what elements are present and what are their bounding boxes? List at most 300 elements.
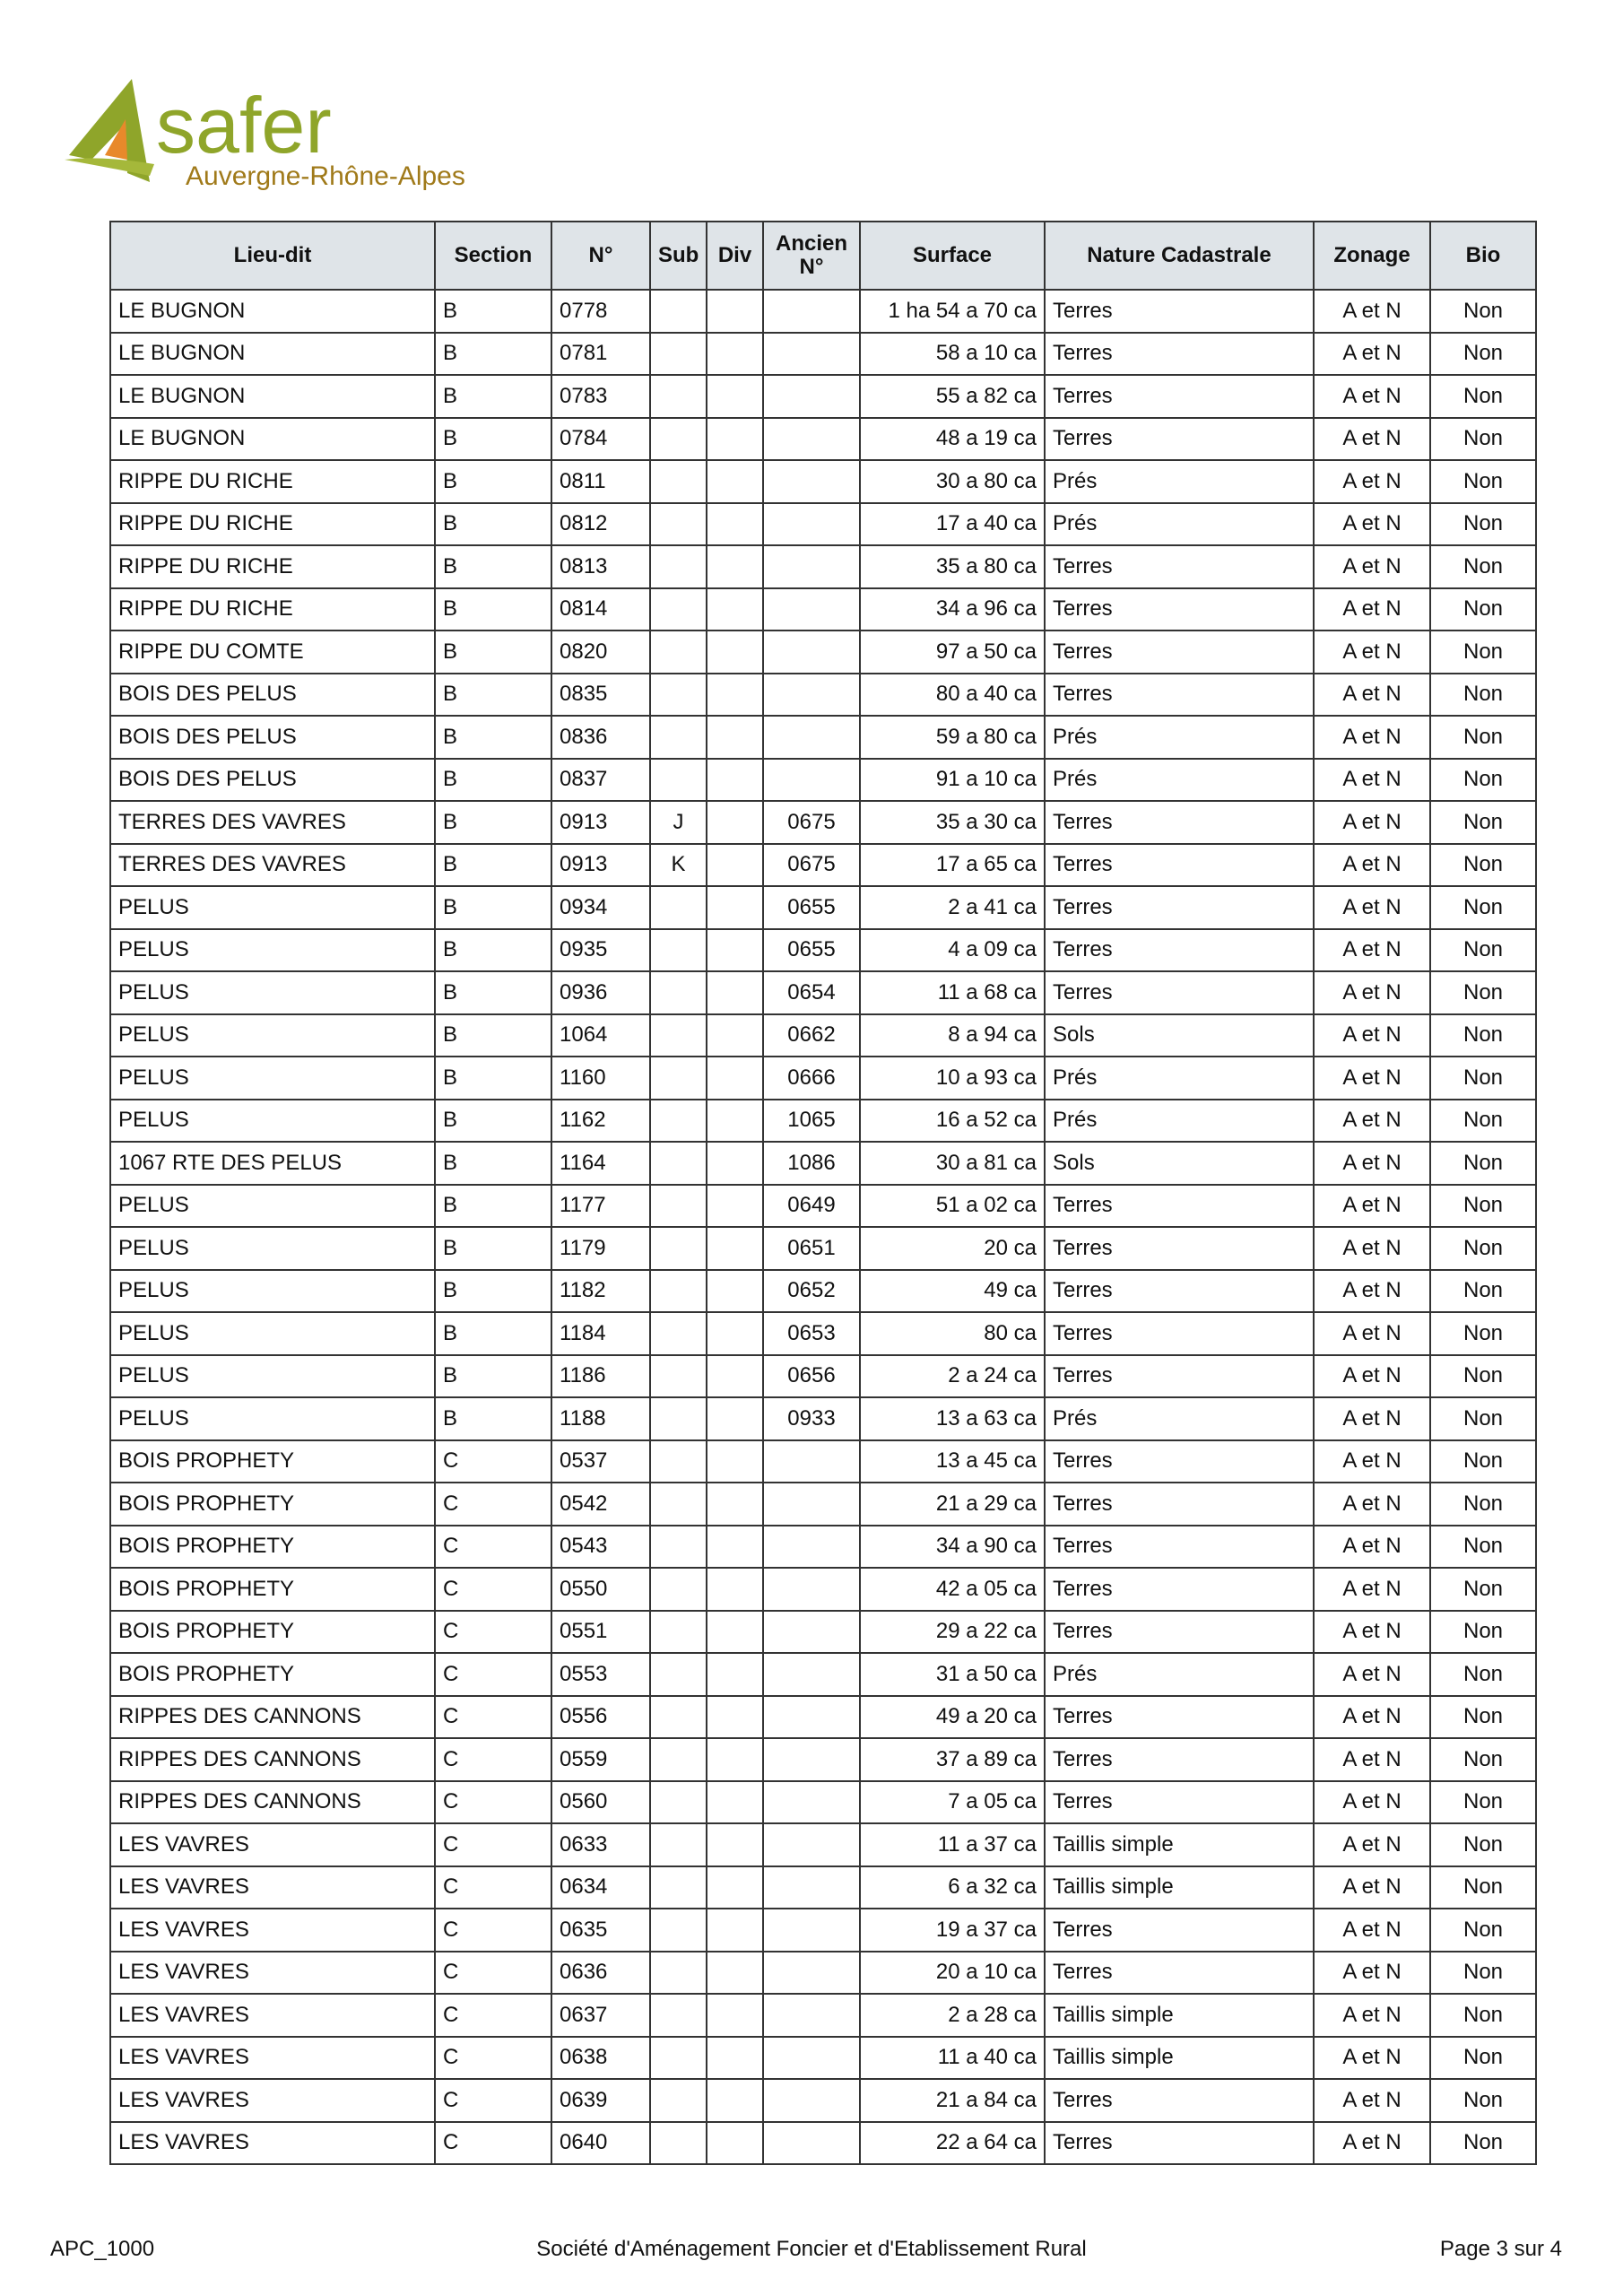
cell-div — [707, 1781, 763, 1824]
cell-div — [707, 716, 763, 759]
cell-surface: 91 a 10 ca — [860, 759, 1045, 802]
cell-nature-cadastrale: Terres — [1045, 2122, 1314, 2165]
cell-nature-cadastrale: Terres — [1045, 1440, 1314, 1483]
cell-numero: 0559 — [551, 1738, 650, 1781]
cell-div — [707, 1909, 763, 1952]
table-row — [110, 545, 1536, 588]
cell-zonage: A et N — [1314, 2079, 1430, 2122]
cell-numero: 0542 — [551, 1483, 650, 1526]
cell-div — [707, 1526, 763, 1569]
cell-sub — [650, 503, 707, 546]
cell-section: C — [435, 1611, 551, 1654]
cell-sub — [650, 1866, 707, 1909]
cell-ancien-numero: 0653 — [763, 1312, 860, 1355]
cell-zonage: A et N — [1314, 1696, 1430, 1739]
table-row — [110, 1823, 1536, 1866]
cell-section: B — [435, 1014, 551, 1057]
table-row — [110, 588, 1536, 631]
cell-numero: 1188 — [551, 1397, 650, 1440]
cell-sub — [650, 674, 707, 717]
cell-ancien-numero — [763, 418, 860, 461]
cell-section: B — [435, 418, 551, 461]
col-header-ancien-numero: Ancien N° — [763, 222, 860, 290]
cell-zonage: A et N — [1314, 1781, 1430, 1824]
cell-nature-cadastrale: Prés — [1045, 1100, 1314, 1143]
table-row — [110, 1142, 1536, 1185]
cell-lieu-dit: PELUS — [110, 971, 435, 1014]
cell-bio: Non — [1430, 2079, 1536, 2122]
cell-bio: Non — [1430, 1823, 1536, 1866]
logo-subtitle: Auvergne-Rhône-Alpes — [186, 161, 465, 191]
cell-zonage: A et N — [1314, 545, 1430, 588]
cell-lieu-dit: PELUS — [110, 1227, 435, 1270]
cell-section: C — [435, 2122, 551, 2165]
cell-numero: 1064 — [551, 1014, 650, 1057]
cell-div — [707, 971, 763, 1014]
cell-lieu-dit: LE BUGNON — [110, 333, 435, 376]
table-row — [110, 1568, 1536, 1611]
cell-surface: 2 a 41 ca — [860, 886, 1045, 929]
cell-zonage: A et N — [1314, 375, 1430, 418]
cell-ancien-numero — [763, 716, 860, 759]
cell-ancien-numero — [763, 588, 860, 631]
table-row — [110, 1057, 1536, 1100]
cell-section: C — [435, 1952, 551, 1995]
cell-nature-cadastrale: Terres — [1045, 674, 1314, 717]
cell-surface: 2 a 24 ca — [860, 1355, 1045, 1398]
cell-sub — [650, 1397, 707, 1440]
cell-surface: 30 a 80 ca — [860, 460, 1045, 503]
cell-ancien-numero — [763, 631, 860, 674]
table-row — [110, 1270, 1536, 1313]
table-body — [110, 290, 1536, 2164]
cell-section: B — [435, 759, 551, 802]
cell-div — [707, 1611, 763, 1654]
cell-nature-cadastrale: Terres — [1045, 971, 1314, 1014]
cell-bio: Non — [1430, 1781, 1536, 1824]
cell-bio: Non — [1430, 1142, 1536, 1185]
cell-bio: Non — [1430, 418, 1536, 461]
cell-sub — [650, 1057, 707, 1100]
col-header-bio: Bio — [1430, 222, 1536, 290]
cell-numero: 0639 — [551, 2079, 650, 2122]
table-row — [110, 716, 1536, 759]
cell-bio: Non — [1430, 1100, 1536, 1143]
cell-section: B — [435, 1185, 551, 1228]
cell-zonage: A et N — [1314, 588, 1430, 631]
cell-section: B — [435, 1142, 551, 1185]
cell-numero: 0934 — [551, 886, 650, 929]
cell-ancien-numero — [763, 290, 860, 333]
cell-nature-cadastrale: Prés — [1045, 460, 1314, 503]
cell-bio: Non — [1430, 801, 1536, 844]
cell-ancien-numero — [763, 503, 860, 546]
table-row — [110, 674, 1536, 717]
cell-ancien-numero: 0675 — [763, 844, 860, 887]
cell-section: B — [435, 545, 551, 588]
cell-sub: K — [650, 844, 707, 887]
cell-ancien-numero: 0654 — [763, 971, 860, 1014]
cell-section: C — [435, 1866, 551, 1909]
table-row — [110, 2037, 1536, 2080]
cell-surface: 17 a 65 ca — [860, 844, 1045, 887]
cell-numero: 0537 — [551, 1440, 650, 1483]
cell-ancien-numero — [763, 759, 860, 802]
cell-zonage: A et N — [1314, 1440, 1430, 1483]
cell-bio: Non — [1430, 886, 1536, 929]
cell-ancien-numero: 0666 — [763, 1057, 860, 1100]
cell-numero: 0835 — [551, 674, 650, 717]
cell-section: B — [435, 1355, 551, 1398]
cell-surface: 51 a 02 ca — [860, 1185, 1045, 1228]
cell-surface: 55 a 82 ca — [860, 375, 1045, 418]
cell-bio: Non — [1430, 1057, 1536, 1100]
table-row — [110, 1526, 1536, 1569]
cell-surface: 49 a 20 ca — [860, 1696, 1045, 1739]
cell-nature-cadastrale: Sols — [1045, 1142, 1314, 1185]
cell-surface: 13 a 45 ca — [860, 1440, 1045, 1483]
cell-div — [707, 1994, 763, 2037]
cell-nature-cadastrale: Prés — [1045, 1397, 1314, 1440]
cell-sub — [650, 2079, 707, 2122]
cell-numero: 0637 — [551, 1994, 650, 2037]
cell-sub — [650, 886, 707, 929]
cell-div — [707, 333, 763, 376]
col-header-section: Section — [435, 222, 551, 290]
table-row — [110, 290, 1536, 333]
cell-div — [707, 1952, 763, 1995]
cell-lieu-dit: LES VAVRES — [110, 1866, 435, 1909]
cell-bio: Non — [1430, 1526, 1536, 1569]
cell-numero: 1162 — [551, 1100, 650, 1143]
cell-lieu-dit: RIPPES DES CANNONS — [110, 1696, 435, 1739]
table-row — [110, 503, 1536, 546]
cell-div — [707, 460, 763, 503]
cell-ancien-numero — [763, 2079, 860, 2122]
cell-sub — [650, 1185, 707, 1228]
cell-ancien-numero — [763, 2122, 860, 2165]
cell-numero: 0551 — [551, 1611, 650, 1654]
cell-ancien-numero: 0649 — [763, 1185, 860, 1228]
cell-div — [707, 1397, 763, 1440]
cell-ancien-numero — [763, 1653, 860, 1696]
cell-bio: Non — [1430, 588, 1536, 631]
cell-numero: 0936 — [551, 971, 650, 1014]
cell-numero: 0935 — [551, 929, 650, 972]
cell-bio: Non — [1430, 1653, 1536, 1696]
cell-zonage: A et N — [1314, 503, 1430, 546]
cell-section: C — [435, 1653, 551, 1696]
cell-zonage: A et N — [1314, 1270, 1430, 1313]
safer-logo — [65, 70, 477, 204]
cell-div — [707, 1057, 763, 1100]
cell-nature-cadastrale: Terres — [1045, 418, 1314, 461]
footer-document-code: APC_1000 — [50, 2237, 155, 2261]
cell-div — [707, 759, 763, 802]
cell-nature-cadastrale: Prés — [1045, 1057, 1314, 1100]
cell-div — [707, 375, 763, 418]
cell-zonage: A et N — [1314, 1312, 1430, 1355]
cell-numero: 0636 — [551, 1952, 650, 1995]
cell-div — [707, 1227, 763, 1270]
cell-div — [707, 1483, 763, 1526]
cell-surface: 59 a 80 ca — [860, 716, 1045, 759]
footer-page-number: Page 3 sur 4 — [1439, 2237, 1562, 2261]
table-row — [110, 460, 1536, 503]
cell-bio: Non — [1430, 759, 1536, 802]
cell-numero: 0638 — [551, 2037, 650, 2080]
cell-zonage: A et N — [1314, 1823, 1430, 1866]
cell-sub — [650, 1440, 707, 1483]
cell-sub — [650, 375, 707, 418]
cell-surface: 19 a 37 ca — [860, 1909, 1045, 1952]
cell-sub — [650, 1142, 707, 1185]
cell-zonage: A et N — [1314, 1866, 1430, 1909]
cell-sub — [650, 2037, 707, 2080]
cell-ancien-numero — [763, 1866, 860, 1909]
cell-zonage: A et N — [1314, 2037, 1430, 2080]
cell-ancien-numero — [763, 333, 860, 376]
cell-ancien-numero — [763, 1738, 860, 1781]
table-row — [110, 886, 1536, 929]
cell-lieu-dit: BOIS PROPHETY — [110, 1653, 435, 1696]
cell-bio: Non — [1430, 1397, 1536, 1440]
cell-lieu-dit: BOIS PROPHETY — [110, 1611, 435, 1654]
cell-ancien-numero — [763, 1440, 860, 1483]
cell-section: B — [435, 290, 551, 333]
table-row — [110, 1440, 1536, 1483]
cell-section: C — [435, 1823, 551, 1866]
cell-numero: 0553 — [551, 1653, 650, 1696]
cell-zonage: A et N — [1314, 844, 1430, 887]
cell-div — [707, 886, 763, 929]
cell-lieu-dit: BOIS DES PELUS — [110, 674, 435, 717]
table-row — [110, 1611, 1536, 1654]
cell-section: C — [435, 2037, 551, 2080]
cell-nature-cadastrale: Terres — [1045, 1909, 1314, 1952]
cell-section: B — [435, 1057, 551, 1100]
cell-div — [707, 1142, 763, 1185]
cell-nature-cadastrale: Taillis simple — [1045, 1994, 1314, 2037]
cell-zonage: A et N — [1314, 716, 1430, 759]
cell-bio: Non — [1430, 460, 1536, 503]
cell-nature-cadastrale: Terres — [1045, 1696, 1314, 1739]
cell-numero: 1164 — [551, 1142, 650, 1185]
cell-surface: 58 a 10 ca — [860, 333, 1045, 376]
cell-div — [707, 290, 763, 333]
cell-div — [707, 631, 763, 674]
cell-sub — [650, 1526, 707, 1569]
cell-numero: 0550 — [551, 1568, 650, 1611]
cell-surface: 80 ca — [860, 1312, 1045, 1355]
table-row — [110, 1952, 1536, 1995]
cell-surface: 20 a 10 ca — [860, 1952, 1045, 1995]
cell-sub — [650, 418, 707, 461]
cell-lieu-dit: BOIS PROPHETY — [110, 1440, 435, 1483]
cell-zonage: A et N — [1314, 1653, 1430, 1696]
cell-zonage: A et N — [1314, 1397, 1430, 1440]
cell-section: C — [435, 1568, 551, 1611]
cell-zonage: A et N — [1314, 1355, 1430, 1398]
cell-surface: 31 a 50 ca — [860, 1653, 1045, 1696]
col-header-div: Div — [707, 222, 763, 290]
cell-surface: 6 a 32 ca — [860, 1866, 1045, 1909]
cell-section: C — [435, 1696, 551, 1739]
cell-surface: 13 a 63 ca — [860, 1397, 1045, 1440]
cell-zonage: A et N — [1314, 631, 1430, 674]
cell-zonage: A et N — [1314, 1952, 1430, 1995]
cell-numero: 1184 — [551, 1312, 650, 1355]
cell-div — [707, 2122, 763, 2165]
cell-sub — [650, 759, 707, 802]
cell-lieu-dit: LE BUGNON — [110, 375, 435, 418]
cell-lieu-dit: BOIS DES PELUS — [110, 716, 435, 759]
cell-div — [707, 1185, 763, 1228]
cell-numero: 0820 — [551, 631, 650, 674]
cell-bio: Non — [1430, 2122, 1536, 2165]
cell-zonage: A et N — [1314, 460, 1430, 503]
table-row — [110, 1185, 1536, 1228]
cell-section: B — [435, 971, 551, 1014]
cell-surface: 80 a 40 ca — [860, 674, 1045, 717]
cell-lieu-dit: LE BUGNON — [110, 418, 435, 461]
cell-section: B — [435, 460, 551, 503]
cell-nature-cadastrale: Terres — [1045, 1738, 1314, 1781]
cell-section: B — [435, 801, 551, 844]
table-row — [110, 1312, 1536, 1355]
cell-nature-cadastrale: Terres — [1045, 1185, 1314, 1228]
cell-lieu-dit: LES VAVRES — [110, 2079, 435, 2122]
cell-bio: Non — [1430, 1227, 1536, 1270]
cell-bio: Non — [1430, 2037, 1536, 2080]
cell-surface: 7 a 05 ca — [860, 1781, 1045, 1824]
table-row — [110, 1483, 1536, 1526]
cell-nature-cadastrale: Terres — [1045, 2079, 1314, 2122]
cell-zonage: A et N — [1314, 759, 1430, 802]
cell-section: C — [435, 1440, 551, 1483]
cell-bio: Non — [1430, 545, 1536, 588]
table-row — [110, 631, 1536, 674]
cell-numero: 0543 — [551, 1526, 650, 1569]
table-header-row — [110, 222, 1536, 290]
cell-bio: Non — [1430, 1611, 1536, 1654]
cell-lieu-dit: PELUS — [110, 1270, 435, 1313]
table-row — [110, 1696, 1536, 1739]
table-row — [110, 1355, 1536, 1398]
cell-ancien-numero — [763, 1781, 860, 1824]
table-row — [110, 1397, 1536, 1440]
cell-lieu-dit: RIPPE DU RICHE — [110, 588, 435, 631]
cell-ancien-numero — [763, 1526, 860, 1569]
cell-numero: 0814 — [551, 588, 650, 631]
cell-nature-cadastrale: Prés — [1045, 759, 1314, 802]
cell-zonage: A et N — [1314, 1526, 1430, 1569]
cell-sub — [650, 1483, 707, 1526]
cell-surface: 22 a 64 ca — [860, 2122, 1045, 2165]
cell-div — [707, 503, 763, 546]
cell-sub — [650, 1355, 707, 1398]
cell-numero: 1186 — [551, 1355, 650, 1398]
cell-nature-cadastrale: Terres — [1045, 1952, 1314, 1995]
cell-div — [707, 801, 763, 844]
cell-ancien-numero — [763, 1483, 860, 1526]
cell-lieu-dit: BOIS PROPHETY — [110, 1526, 435, 1569]
cell-div — [707, 844, 763, 887]
cell-ancien-numero — [763, 674, 860, 717]
cell-lieu-dit: PELUS — [110, 886, 435, 929]
cell-ancien-numero — [763, 1994, 860, 2037]
cell-lieu-dit: LES VAVRES — [110, 1994, 435, 2037]
cell-section: B — [435, 375, 551, 418]
cell-surface: 8 a 94 ca — [860, 1014, 1045, 1057]
cell-lieu-dit: RIPPE DU COMTE — [110, 631, 435, 674]
table-row — [110, 971, 1536, 1014]
cell-section: B — [435, 588, 551, 631]
table-row — [110, 375, 1536, 418]
cell-numero: 1182 — [551, 1270, 650, 1313]
cell-zonage: A et N — [1314, 1100, 1430, 1143]
cell-nature-cadastrale: Terres — [1045, 1355, 1314, 1398]
cell-section: B — [435, 844, 551, 887]
cell-numero: 0640 — [551, 2122, 650, 2165]
cell-ancien-numero — [763, 545, 860, 588]
cell-numero: 0837 — [551, 759, 650, 802]
cell-bio: Non — [1430, 503, 1536, 546]
cell-section: C — [435, 2079, 551, 2122]
cell-zonage: A et N — [1314, 418, 1430, 461]
cell-section: B — [435, 631, 551, 674]
cell-sub — [650, 1611, 707, 1654]
table-row — [110, 1781, 1536, 1824]
cell-div — [707, 588, 763, 631]
cell-div — [707, 1270, 763, 1313]
cell-section: B — [435, 716, 551, 759]
cell-nature-cadastrale: Taillis simple — [1045, 1866, 1314, 1909]
cell-bio: Non — [1430, 1952, 1536, 1995]
col-header-zonage: Zonage — [1314, 222, 1430, 290]
cell-lieu-dit: LE BUGNON — [110, 290, 435, 333]
cell-bio: Non — [1430, 929, 1536, 972]
cell-numero: 0778 — [551, 290, 650, 333]
cell-div — [707, 1738, 763, 1781]
cell-numero: 0635 — [551, 1909, 650, 1952]
cell-numero: 0784 — [551, 418, 650, 461]
cell-nature-cadastrale: Terres — [1045, 1227, 1314, 1270]
cell-div — [707, 674, 763, 717]
cell-section: B — [435, 503, 551, 546]
cell-zonage: A et N — [1314, 1568, 1430, 1611]
cell-ancien-numero — [763, 2037, 860, 2080]
cell-surface: 11 a 68 ca — [860, 971, 1045, 1014]
cell-lieu-dit: PELUS — [110, 1014, 435, 1057]
cell-sub — [650, 631, 707, 674]
cell-ancien-numero — [763, 1568, 860, 1611]
cell-sub — [650, 1738, 707, 1781]
cell-zonage: A et N — [1314, 886, 1430, 929]
cell-bio: Non — [1430, 1185, 1536, 1228]
cell-bio: Non — [1430, 716, 1536, 759]
cell-lieu-dit: LES VAVRES — [110, 1952, 435, 1995]
cell-nature-cadastrale: Terres — [1045, 631, 1314, 674]
cell-surface: 1 ha 54 a 70 ca — [860, 290, 1045, 333]
cell-ancien-numero: 0675 — [763, 801, 860, 844]
cell-ancien-numero: 0656 — [763, 1355, 860, 1398]
cell-zonage: A et N — [1314, 1057, 1430, 1100]
cell-bio: Non — [1430, 1014, 1536, 1057]
cell-surface: 48 a 19 ca — [860, 418, 1045, 461]
cell-div — [707, 2037, 763, 2080]
cell-surface: 20 ca — [860, 1227, 1045, 1270]
